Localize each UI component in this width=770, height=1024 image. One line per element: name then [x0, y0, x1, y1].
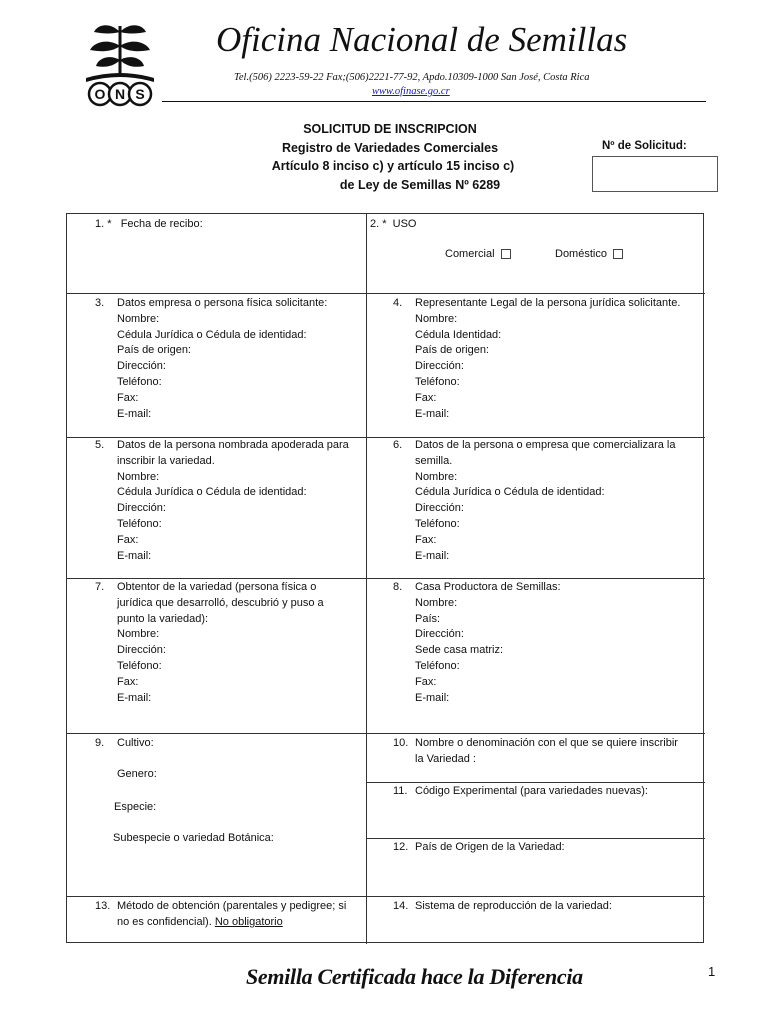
field-line: E-mail: [415, 407, 450, 420]
contact-info: Tel.(506) 2223-59-22 Fax;(506)2221-77-92, Apdo.10309-1000 San José, Costa Rica [234, 72, 590, 83]
field-number: 1. * [95, 218, 112, 230]
solicitud-label: Nº de Solicitud: [602, 140, 687, 152]
subespecie-label: Subespecie o variedad Botánica: [113, 832, 274, 844]
field-line: Fax: [415, 675, 437, 688]
field-line: Nombre: [117, 470, 160, 483]
domestico-checkbox[interactable] [613, 249, 623, 259]
field-line: Datos de la persona o empresa que comercializara la [415, 439, 676, 451]
field-line: Teléfono: [415, 659, 460, 672]
field-number: 10. [393, 737, 409, 749]
field-line: Nombre: [117, 312, 160, 325]
field-line: País de Origen de la Variedad: [415, 841, 565, 853]
field-line: Código Experimental (para variedades nuevas): [415, 785, 648, 797]
field-line: Cédula Jurídica o Cédula de identidad: [415, 486, 605, 499]
field-line: E-mail: [415, 691, 450, 704]
field-line: Nombre: [117, 628, 160, 641]
field-line: Dirección: [415, 628, 464, 641]
field-line: Cédula Identidad: [415, 328, 502, 341]
field-number: 11. [393, 785, 408, 797]
field-line: Dirección: [117, 502, 166, 515]
svg-text:O: O [94, 86, 106, 102]
field-line: Fax: [415, 391, 437, 404]
not-required-note: No obligatorio [214, 915, 283, 928]
field-number: 14. [393, 900, 409, 912]
field-line: Datos de la persona nombrada apoderada para [117, 439, 349, 451]
field-line: Fax: [117, 391, 139, 404]
field-line: Obtentor de la variedad (persona física o [117, 581, 317, 593]
field-number: 13. [95, 900, 111, 912]
option-label: Doméstico [555, 248, 607, 260]
field-number: 8. [393, 581, 403, 593]
field-line: Representante Legal de la persona jurídica solicitante. [415, 297, 681, 309]
ons-logo [80, 18, 160, 108]
website-link[interactable]: www.ofinase.go.cr [372, 86, 450, 97]
field-number: 9. [95, 737, 105, 749]
field-line: Nombre: [415, 470, 458, 483]
field-number: 4. [393, 297, 403, 309]
field-number: 7. [95, 581, 105, 593]
field-line: Teléfono: [415, 517, 460, 530]
field-line: Método de obtención (parentales y pedigree; si [117, 900, 347, 912]
field-number: 2. * [370, 218, 387, 230]
field-line: Datos empresa o persona física solicitante: [117, 297, 328, 309]
field-number: 12. [393, 841, 409, 853]
field-label: Fecha de recibo: [120, 218, 203, 230]
form-subtitle: Registro de Variedades Comerciales [281, 141, 499, 155]
comercial-checkbox[interactable] [501, 249, 511, 259]
option-label: Comercial [445, 248, 495, 260]
field-line: Cédula Jurídica o Cédula de identidad: [117, 486, 307, 499]
page-number: 1 [708, 964, 716, 979]
application-form [66, 213, 704, 943]
field-line: Sede casa matriz: [415, 644, 504, 657]
field-line: Nombre: [415, 596, 458, 609]
cultivo-label: Cultivo: [117, 737, 154, 749]
field-line: Dirección: [117, 360, 166, 373]
svg-text:S: S [135, 86, 145, 102]
center-divider [366, 214, 367, 944]
field-line: Nombre: [415, 312, 458, 325]
field-number: 3. [95, 297, 105, 309]
field-line: Sistema de reproducción de la variedad: [415, 900, 612, 912]
field-line: semilla. [415, 454, 453, 467]
field-line: Casa Productora de Semillas: [415, 581, 561, 593]
field-line: no es confidencial). [117, 915, 215, 928]
row-divider [67, 896, 705, 897]
field-line: E-mail: [117, 691, 152, 704]
row-divider [67, 733, 705, 734]
field-line: Cédula Jurídica o Cédula de identidad: [117, 328, 307, 341]
solicitud-number-field[interactable] [592, 156, 718, 192]
field-line: E-mail: [117, 549, 152, 562]
field-line: Dirección: [415, 502, 464, 515]
field-number: 5. [95, 439, 105, 451]
option-comercial[interactable] [445, 247, 511, 263]
option-domestico[interactable] [555, 247, 623, 263]
svg-text:N: N [114, 86, 126, 102]
field-line: E-mail: [415, 549, 450, 562]
field-line: inscribir la variedad. [117, 454, 215, 467]
field-line: E-mail: [117, 407, 152, 420]
field-label: USO [392, 218, 417, 230]
form-law: de Ley de Semillas Nº 6289 [339, 178, 501, 192]
field-line: Fax: [117, 533, 139, 546]
field-line: País de origen: [415, 344, 489, 357]
org-title: Oficina Nacional de Semillas [216, 20, 628, 59]
field-line: jurídica que desarrolló, descubrió y puso a [117, 596, 324, 609]
field-line: la Variedad : [415, 752, 476, 765]
footer-slogan: Semilla Certificada hace la Diferencia [246, 964, 583, 989]
genero-label: Genero: [117, 768, 157, 780]
field-line: Dirección: [117, 644, 166, 657]
row-divider [366, 838, 705, 839]
field-line: Teléfono: [117, 517, 162, 530]
field-uso [370, 217, 416, 233]
field-line: Nombre o denominación con el que se quiere inscribir [415, 737, 678, 749]
row-divider [366, 782, 705, 783]
field-line: País de origen: [117, 344, 191, 357]
field-line: Teléfono: [117, 659, 162, 672]
row-divider [67, 578, 705, 579]
field-fecha-recibo[interactable] [95, 217, 203, 233]
field-line: Fax: [415, 533, 437, 546]
header-divider [162, 101, 706, 102]
field-line: Dirección: [415, 360, 464, 373]
field-number: 6. [393, 439, 403, 451]
field-line: Teléfono: [415, 375, 460, 388]
form-articles: Artículo 8 inciso c) y artículo 15 inciso c) [271, 159, 515, 173]
field-line: País: [415, 612, 441, 625]
especie-label: Especie: [114, 801, 157, 813]
field-line: punto la variedad): [117, 612, 209, 625]
field-line: Fax: [117, 675, 139, 688]
field-line: Teléfono: [117, 375, 162, 388]
row-divider [67, 293, 705, 294]
form-title: SOLICITUD DE INSCRIPCION [303, 122, 477, 136]
